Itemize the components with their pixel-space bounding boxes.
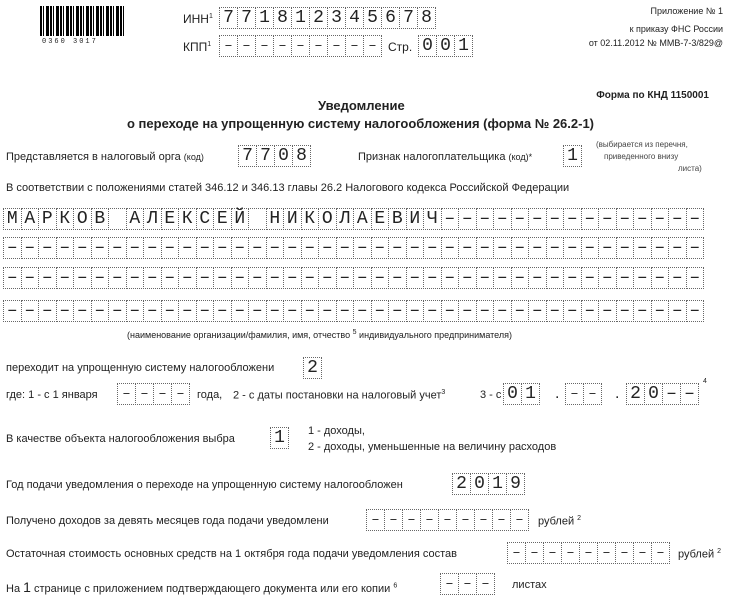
name-cell[interactable]: – — [458, 208, 477, 230]
object-label: В качестве объекта налогообложения выбра — [6, 433, 235, 445]
form-cell[interactable]: 1 — [521, 383, 540, 405]
appendix-line-3: от 02.11.2012 № ММВ-7-3/829@ — [588, 38, 723, 48]
name-cell[interactable]: – — [213, 237, 232, 259]
name-cell[interactable]: – — [213, 300, 232, 322]
form-cell[interactable]: 1 — [488, 473, 507, 495]
form-cell[interactable]: 0 — [503, 383, 522, 405]
name-row[interactable] — [3, 208, 704, 230]
name-cell[interactable]: – — [493, 267, 512, 289]
option-3-day-field[interactable] — [503, 383, 540, 405]
form-cell[interactable]: – — [219, 35, 238, 57]
name-cell[interactable]: – — [476, 267, 495, 289]
form-cell[interactable]: 6 — [381, 7, 400, 29]
form-cell[interactable]: 8 — [417, 7, 436, 29]
form-cell[interactable]: – — [171, 383, 190, 405]
name-cell[interactable]: Р — [38, 208, 57, 230]
name-cell[interactable]: – — [563, 208, 582, 230]
name-cell[interactable]: Н — [266, 208, 285, 230]
form-cell[interactable]: – — [384, 509, 403, 531]
name-cell[interactable]: – — [581, 237, 600, 259]
name-cell[interactable]: – — [161, 237, 180, 259]
name-cell[interactable]: – — [493, 237, 512, 259]
name-cell[interactable]: – — [108, 237, 127, 259]
name-cell[interactable]: – — [598, 300, 617, 322]
income-unit: рублей $^2$ — [538, 515, 582, 528]
name-cell[interactable]: – — [476, 208, 495, 230]
income-label: Получено доходов за девять месяцев года подачи уведомлени — [6, 515, 329, 527]
form-code: Форма по КНД 1150001 — [596, 90, 709, 101]
form-cell[interactable]: 7 — [237, 7, 256, 29]
name-cell[interactable]: – — [511, 208, 530, 230]
name-cell[interactable] — [248, 208, 267, 230]
taxpayer-sign-note-2: приведенного внизу — [604, 152, 679, 161]
date-dot-2: . — [615, 385, 620, 402]
inn-field[interactable] — [219, 7, 436, 29]
name-cell[interactable]: – — [336, 300, 355, 322]
name-cell[interactable]: – — [546, 237, 565, 259]
form-cell[interactable]: – — [476, 573, 495, 595]
form-cell[interactable]: – — [255, 35, 274, 57]
name-cell[interactable]: – — [616, 208, 635, 230]
form-cell[interactable]: – — [420, 509, 439, 531]
name-cell[interactable]: – — [581, 267, 600, 289]
name-cell[interactable]: О — [318, 208, 337, 230]
form-cell[interactable]: – — [366, 509, 385, 531]
legal-basis-text: В соответствии с положениями статей 346.12 и 346.13 главы 26.2 Налогового кодекса Российской Федерации — [6, 182, 570, 194]
taxpayer-sign-note-3: листа) — [678, 164, 702, 173]
form-cell[interactable]: – — [662, 383, 681, 405]
name-cell[interactable]: – — [38, 267, 57, 289]
name-cell[interactable]: – — [651, 208, 670, 230]
name-cell[interactable]: – — [616, 267, 635, 289]
name-cell[interactable]: М — [3, 208, 22, 230]
name-cell[interactable]: – — [56, 300, 75, 322]
name-cell[interactable]: – — [371, 237, 390, 259]
name-cell[interactable]: – — [633, 237, 652, 259]
form-cell[interactable]: 0 — [470, 473, 489, 495]
name-cell[interactable]: – — [423, 237, 442, 259]
name-cell[interactable]: – — [21, 237, 40, 259]
name-cell[interactable]: – — [616, 300, 635, 322]
date-dot-1: . — [555, 385, 560, 402]
form-cell[interactable]: – — [507, 542, 526, 564]
name-row[interactable] — [3, 300, 704, 322]
name-cell[interactable]: – — [458, 267, 477, 289]
name-cell[interactable]: О — [73, 208, 92, 230]
taxpayer-sign-label: Признак налогоплательщика (код)* — [358, 151, 533, 163]
name-cell[interactable]: – — [406, 237, 425, 259]
form-cell[interactable]: 1 — [291, 7, 310, 29]
name-cell[interactable]: Е — [371, 208, 390, 230]
form-cell[interactable]: 1 — [255, 7, 274, 29]
income-field[interactable] — [366, 509, 529, 531]
form-cell[interactable]: 4 — [345, 7, 364, 29]
transition-code-field[interactable] — [303, 357, 322, 379]
name-cell[interactable]: – — [651, 300, 670, 322]
form-cell[interactable]: – — [597, 542, 616, 564]
name-cell[interactable]: – — [598, 208, 617, 230]
name-cell[interactable]: – — [651, 237, 670, 259]
name-cell[interactable]: – — [266, 237, 285, 259]
name-cell[interactable]: А — [126, 208, 145, 230]
name-cell[interactable]: – — [388, 267, 407, 289]
form-cell[interactable]: – — [327, 35, 346, 57]
taxpayer-sign-field[interactable] — [563, 145, 582, 167]
form-cell[interactable]: 0 — [418, 35, 437, 57]
name-cell[interactable]: – — [231, 300, 250, 322]
name-cell[interactable]: – — [528, 267, 547, 289]
name-cell[interactable]: – — [388, 237, 407, 259]
name-cell[interactable]: – — [56, 237, 75, 259]
name-caption: (наименование организации/фамилия, имя, отчество $^5$ индивидуального предпринимателя) — [127, 329, 512, 340]
pages-unit: листах — [512, 579, 547, 591]
form-cell[interactable]: 7 — [256, 145, 275, 167]
name-cell[interactable]: – — [546, 300, 565, 322]
appendix-line-2: к приказу ФНС России — [629, 24, 723, 34]
name-cell[interactable]: – — [196, 267, 215, 289]
form-cell[interactable]: 7 — [399, 7, 418, 29]
name-cell[interactable]: – — [248, 267, 267, 289]
name-cell[interactable]: К — [56, 208, 75, 230]
option-3-month-field[interactable] — [565, 383, 602, 405]
name-cell[interactable]: – — [528, 208, 547, 230]
name-cell[interactable]: – — [441, 300, 460, 322]
name-cell[interactable]: – — [511, 300, 530, 322]
page-number-field[interactable] — [418, 35, 473, 57]
form-cell[interactable]: – — [492, 509, 511, 531]
form-cell[interactable]: – — [440, 573, 459, 595]
name-cell[interactable]: – — [563, 267, 582, 289]
name-cell[interactable]: – — [598, 267, 617, 289]
name-cell[interactable]: – — [423, 267, 442, 289]
name-cell[interactable]: – — [283, 267, 302, 289]
assets-unit: рублей $^2$ — [678, 548, 722, 561]
name-cell[interactable]: – — [248, 237, 267, 259]
form-cell[interactable]: – — [402, 509, 421, 531]
name-cell[interactable]: – — [511, 267, 530, 289]
name-cell[interactable]: – — [73, 267, 92, 289]
name-cell[interactable]: – — [178, 237, 197, 259]
name-cell[interactable]: – — [476, 237, 495, 259]
name-cell[interactable]: Ч — [423, 208, 442, 230]
tax-office-label: Представляется в налоговый орга (код) — [6, 151, 204, 163]
name-cell[interactable]: – — [3, 300, 22, 322]
option-1-year-field[interactable] — [117, 383, 190, 405]
name-cell[interactable]: – — [143, 300, 162, 322]
form-cell[interactable]: 2 — [309, 7, 328, 29]
name-cell[interactable]: – — [126, 267, 145, 289]
name-cell[interactable]: – — [616, 237, 635, 259]
name-cell[interactable]: Л — [143, 208, 162, 230]
pages-label: На 1 странице с приложением подтверждающего документа или его копии $^6$ — [6, 579, 398, 595]
name-cell[interactable]: – — [476, 300, 495, 322]
filing-year-field[interactable] — [452, 473, 525, 495]
name-cell[interactable]: В — [91, 208, 110, 230]
name-cell[interactable]: – — [581, 300, 600, 322]
form-cell[interactable]: 1 — [563, 145, 582, 167]
name-cell[interactable]: – — [336, 267, 355, 289]
name-cell[interactable]: А — [353, 208, 372, 230]
name-cell[interactable]: – — [161, 300, 180, 322]
name-cell[interactable]: – — [3, 237, 22, 259]
name-cell[interactable]: Е — [161, 208, 180, 230]
name-cell[interactable]: – — [161, 267, 180, 289]
name-cell[interactable]: – — [21, 267, 40, 289]
option-1-label: где: 1 - с 1 января — [6, 389, 98, 401]
form-cell[interactable]: 2 — [303, 357, 322, 379]
name-cell[interactable]: – — [686, 300, 705, 322]
name-cell[interactable]: – — [91, 300, 110, 322]
name-cell[interactable]: – — [143, 237, 162, 259]
sup-4: 4 — [703, 378, 707, 385]
name-cell[interactable]: – — [668, 267, 687, 289]
name-cell[interactable]: – — [493, 300, 512, 322]
name-cell[interactable]: – — [686, 267, 705, 289]
filing-year-label: Год подачи уведомления о переходе на упрощенную систему налогообложен — [6, 479, 403, 491]
name-cell[interactable]: – — [231, 237, 250, 259]
name-cell[interactable]: – — [406, 300, 425, 322]
name-row[interactable] — [3, 237, 704, 259]
form-cell[interactable]: 1 — [270, 427, 289, 449]
kpp-label: КПП$^1$ — [183, 40, 212, 54]
form-cell[interactable]: 8 — [273, 7, 292, 29]
name-cell[interactable]: – — [108, 300, 127, 322]
form-cell[interactable]: – — [525, 542, 544, 564]
name-cell[interactable]: – — [283, 300, 302, 322]
name-cell[interactable]: – — [458, 300, 477, 322]
name-cell[interactable]: – — [441, 267, 460, 289]
name-cell[interactable]: – — [91, 267, 110, 289]
form-cell[interactable]: 0 — [436, 35, 455, 57]
name-cell[interactable]: – — [266, 267, 285, 289]
kpp-field[interactable] — [219, 35, 382, 57]
form-cell[interactable]: – — [438, 509, 457, 531]
name-row[interactable] — [3, 267, 704, 289]
name-cell[interactable]: – — [38, 300, 57, 322]
form-cell[interactable]: – — [561, 542, 580, 564]
assets-field[interactable] — [507, 542, 670, 564]
form-cell[interactable]: 9 — [506, 473, 525, 495]
name-cell[interactable]: – — [56, 267, 75, 289]
name-cell[interactable]: – — [196, 237, 215, 259]
form-cell[interactable]: – — [458, 573, 477, 595]
form-cell[interactable]: – — [474, 509, 493, 531]
name-cell[interactable]: – — [598, 237, 617, 259]
name-cell[interactable]: – — [668, 237, 687, 259]
assets-label: Остаточная стоимость основных средств на 1 октября года подачи уведомления состав — [6, 548, 457, 560]
name-cell[interactable]: – — [213, 267, 232, 289]
name-cell[interactable]: – — [651, 267, 670, 289]
form-cell[interactable]: 2 — [626, 383, 645, 405]
form-cell[interactable]: – — [273, 35, 292, 57]
name-cell[interactable]: – — [563, 300, 582, 322]
name-cell[interactable]: – — [318, 267, 337, 289]
object-option-1: 1 - доходы, — [308, 425, 365, 437]
name-cell[interactable]: – — [686, 208, 705, 230]
form-cell[interactable]: 2 — [452, 473, 471, 495]
form-cell[interactable]: – — [291, 35, 310, 57]
object-code-field[interactable] — [270, 427, 289, 449]
form-cell[interactable]: 5 — [363, 7, 382, 29]
name-cell[interactable]: – — [336, 237, 355, 259]
form-cell[interactable]: – — [680, 383, 699, 405]
name-cell[interactable]: – — [371, 267, 390, 289]
name-cell[interactable]: – — [248, 300, 267, 322]
option-3-label: 3 - с — [480, 389, 502, 401]
name-cell[interactable]: – — [38, 237, 57, 259]
form-cell[interactable]: 8 — [292, 145, 311, 167]
tax-office-code-field[interactable] — [238, 145, 311, 167]
name-cell[interactable]: – — [126, 300, 145, 322]
name-cell[interactable]: – — [563, 237, 582, 259]
form-cell[interactable]: 0 — [644, 383, 663, 405]
name-cell[interactable]: – — [301, 237, 320, 259]
form-cell[interactable]: – — [456, 509, 475, 531]
name-cell[interactable]: – — [143, 267, 162, 289]
name-cell[interactable]: Л — [336, 208, 355, 230]
option-2-label: 2 - с даты постановки на налоговый учет$^3$ — [233, 389, 446, 402]
name-cell[interactable]: – — [441, 208, 460, 230]
form-cell[interactable]: – — [309, 35, 328, 57]
form-cell[interactable]: – — [135, 383, 154, 405]
form-cell[interactable]: – — [615, 542, 634, 564]
name-cell[interactable]: – — [458, 237, 477, 259]
name-cell[interactable]: – — [266, 300, 285, 322]
form-cell[interactable]: 1 — [454, 35, 473, 57]
name-cell[interactable]: – — [423, 300, 442, 322]
year-word: года, — [197, 389, 223, 401]
name-cell[interactable]: К — [178, 208, 197, 230]
name-cell[interactable]: К — [301, 208, 320, 230]
name-cell[interactable]: Е — [213, 208, 232, 230]
name-cell[interactable]: Й — [231, 208, 250, 230]
form-cell[interactable]: – — [363, 35, 382, 57]
name-cell[interactable]: – — [406, 267, 425, 289]
name-cell[interactable]: – — [21, 300, 40, 322]
form-cell[interactable]: – — [510, 509, 529, 531]
title-line-1: Уведомление — [318, 98, 405, 113]
name-cell[interactable]: – — [318, 300, 337, 322]
name-cell[interactable]: И — [406, 208, 425, 230]
name-cell[interactable]: – — [73, 237, 92, 259]
name-cell[interactable]: – — [91, 237, 110, 259]
name-cell[interactable]: – — [546, 208, 565, 230]
taxpayer-sign-note-1: (выбирается из перечня, — [596, 140, 688, 149]
name-cell[interactable] — [108, 208, 127, 230]
form-cell[interactable]: – — [633, 542, 652, 564]
option-3-year-field[interactable] — [626, 383, 699, 405]
name-cell[interactable]: – — [441, 237, 460, 259]
name-cell[interactable]: – — [581, 208, 600, 230]
name-cell[interactable]: – — [668, 300, 687, 322]
barcode — [40, 6, 124, 36]
name-cell[interactable]: – — [196, 300, 215, 322]
name-cell[interactable]: – — [73, 300, 92, 322]
form-cell[interactable]: 0 — [274, 145, 293, 167]
name-cell[interactable]: – — [178, 300, 197, 322]
object-option-2: 2 - доходы, уменьшенные на величину расходов — [308, 441, 557, 453]
name-cell[interactable]: – — [353, 300, 372, 322]
name-cell[interactable]: – — [231, 267, 250, 289]
form-cell[interactable]: – — [579, 542, 598, 564]
form-cell[interactable]: – — [153, 383, 172, 405]
name-cell[interactable]: – — [528, 300, 547, 322]
name-cell[interactable]: – — [686, 237, 705, 259]
name-cell[interactable]: – — [633, 208, 652, 230]
inn-label: ИНН$^1$ — [183, 12, 213, 26]
form-cell[interactable]: – — [565, 383, 584, 405]
name-cell[interactable]: – — [301, 267, 320, 289]
page-label: Стр. — [388, 40, 413, 54]
name-cell[interactable]: – — [318, 237, 337, 259]
name-cell[interactable]: – — [283, 237, 302, 259]
name-cell[interactable]: – — [528, 237, 547, 259]
appendix-line-1: Приложение № 1 — [650, 6, 723, 16]
name-cell[interactable]: – — [353, 237, 372, 259]
form-cell[interactable]: – — [345, 35, 364, 57]
transition-label: переходит на упрощенную систему налогообложени — [6, 362, 275, 374]
name-cell[interactable]: – — [511, 237, 530, 259]
name-cell[interactable]: А — [21, 208, 40, 230]
name-cell[interactable]: – — [126, 237, 145, 259]
name-cell[interactable]: В — [388, 208, 407, 230]
barcode-number: 0360 3017 — [42, 38, 98, 46]
name-cell[interactable]: – — [178, 267, 197, 289]
form-cell[interactable]: 3 — [327, 7, 346, 29]
form-cell[interactable]: 7 — [238, 145, 257, 167]
name-cell[interactable]: – — [633, 300, 652, 322]
name-cell[interactable]: – — [546, 267, 565, 289]
name-cell[interactable]: – — [301, 300, 320, 322]
form-cell[interactable]: – — [651, 542, 670, 564]
name-cell[interactable]: – — [668, 208, 687, 230]
title-line-2: о переходе на упрощенную систему налогообложения (форма № 26.2-1) — [127, 116, 595, 131]
name-cell[interactable]: – — [353, 267, 372, 289]
form-cell[interactable]: – — [237, 35, 256, 57]
name-cell[interactable]: И — [283, 208, 302, 230]
name-cell[interactable]: – — [493, 208, 512, 230]
form-cell[interactable]: 7 — [219, 7, 238, 29]
form-cell[interactable]: – — [583, 383, 602, 405]
name-cell[interactable]: – — [371, 300, 390, 322]
name-cell[interactable]: – — [633, 267, 652, 289]
name-cell[interactable]: – — [3, 267, 22, 289]
pages-count-field[interactable] — [440, 573, 495, 595]
name-cell[interactable]: С — [196, 208, 215, 230]
name-cell[interactable]: – — [108, 267, 127, 289]
form-cell[interactable]: – — [543, 542, 562, 564]
form-cell[interactable]: – — [117, 383, 136, 405]
name-cell[interactable]: – — [388, 300, 407, 322]
